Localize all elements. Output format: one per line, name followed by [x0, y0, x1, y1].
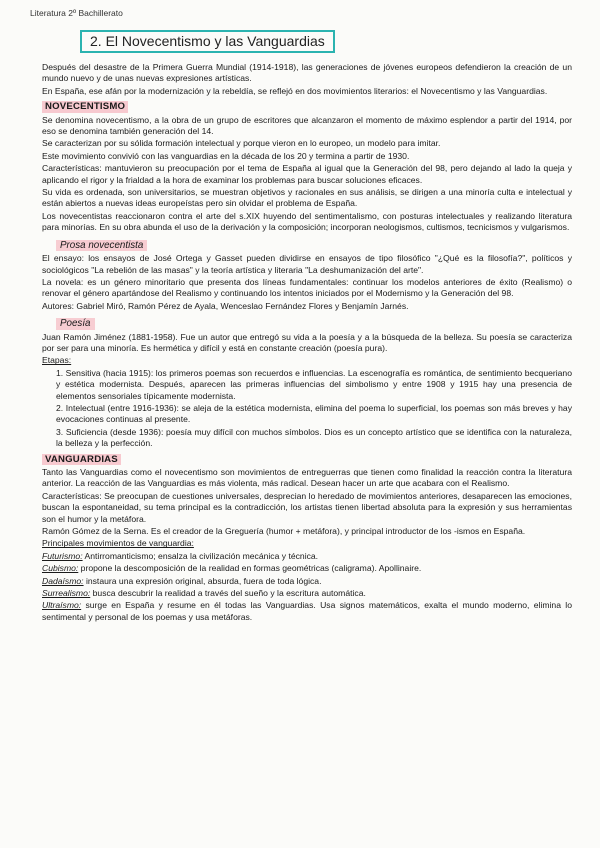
movimiento-name: Cubismo:	[42, 563, 79, 574]
movimiento-name: Surrealismo:	[42, 588, 91, 599]
etapa-text: Sensitiva (hacia 1915): los primeros poemas son recuerdos e influencias. La escenografía es romántica, de sentimiento becqueriano y estética modernista. Después, aparecen las primeras influencias del simbolismo y entre 1908 y 1915 hay una presencia de elementos sensoriales típicamente modernista.	[56, 367, 572, 401]
novecentismo-paragraph-1: Se denomina novecentismo, a la obra de un grupo de escritores que alcanzaron el momento de máximo esplendor a partir del 1914, por eso se denomina también generación del 14.	[42, 114, 572, 137]
movimiento-name: Ultraísmo:	[42, 600, 82, 611]
movimiento-text: propone la descomposición de la realidad en formas geométricas (caligrama). Apollinaire.	[78, 563, 422, 574]
movimientos-label: Principales movimientos de vanguardia:	[42, 538, 194, 549]
etapa-number: 1.	[56, 367, 64, 378]
movimiento-item	[42, 551, 572, 562]
intro-paragraph-1: Después del desastre de la Primera Guerra Mundial (1914-1918), las generaciones de jóvenes europeos defendieron la creación de un mundo nuevo y de unas nuevas expresiones artísticas.	[42, 62, 572, 84]
section-heading-novecentismo: NOVECENTISMO	[42, 101, 128, 112]
vanguardias-paragraph-3: Ramón Gómez de la Serna. Es el creador de la Greguería (humor + metáfora), y principal introductor de los -ismos en España.	[42, 526, 526, 537]
novecentismo-paragraph-3: Este movimiento convivió con las vanguardias en la década de los 20 y termina a partir de 1930.	[42, 150, 410, 161]
document-body	[42, 62, 572, 624]
etapa-text: Suficiencia (desde 1936): poesía muy difícil con muchos símbolos. Dios es un concepto artístico que se identifica con la naturaleza, la belleza y la perfección.	[56, 426, 572, 449]
movimiento-item	[42, 588, 572, 599]
etapa-item	[42, 403, 572, 426]
novecentismo-paragraph-2: Se caracterizan por su sólida formación intelectual y porque vieron en lo europeo, un modelo para imitar.	[42, 138, 441, 149]
novecentismo-paragraph-5: Su vida es ordenada, son universitarios, se muestran objetivos y racionales en sus análisis, se dirigen a una minoría culta e intelectual y están abiertos a nuevas ideas europeístas pero sin olvidar el problema de España.	[42, 187, 572, 209]
vanguardias-paragraph-2: Características: Se preocupan de cuestiones universales, desprecian lo heredado de movimientos anteriores, desaparecen las emociones, buscan la espontaneidad, su tema principal es la contradicción, los artistas tienen libertad absoluta para la expresión y sus herramientas son el humor y la metáfora.	[42, 490, 572, 524]
movimiento-item	[42, 563, 572, 574]
movimiento-text: instaura una expresión original, absurda, fuera de toda lógica.	[83, 575, 322, 586]
intro-paragraph-2: En España, ese afán por la modernización y la rebeldía, se reflejó en dos movimientos literarios: el Novecentismo y las Vanguardias.	[42, 85, 548, 96]
etapa-item	[42, 427, 572, 450]
etapa-number: 3.	[56, 426, 64, 437]
section-heading-vanguardias: VANGUARDIAS	[42, 454, 121, 465]
movimiento-text: Antirromanticismo; ensalza la civilización mecánica y técnica.	[82, 550, 319, 561]
movimiento-text: surge en España y resume en él todas las Vanguardias. Usa signos matemáticos, exalta el mundo moderno, elimina lo sentimental y personal de los poemas y usa metáforas.	[42, 600, 572, 622]
document-title: 2. El Novecentismo y las Vanguardias	[80, 30, 335, 53]
novecentismo-paragraph-6: Los novecentistas reaccionaron contra el arte del s.XIX huyendo del sentimentalismo, con posturas intelectuales y realizando literatura para minorías. En su obra abunda el uso de la derivación y la composición; incorporan neologismos, cultismos, tecnicismos y vulgarismos.	[42, 210, 572, 233]
movimiento-name: Dadaísmo:	[42, 575, 84, 586]
subsection-heading-poesia: Poesía	[56, 318, 95, 329]
movimiento-item	[42, 600, 572, 623]
movimiento-item	[42, 576, 572, 587]
novecentismo-paragraph-4: Características: mantuvieron su preocupación por el tema de España al igual que la Generación del 98, pero dejando al lado la queja y aplicando el rigor y la frialdad a la hora de examinar los problemas para buscar soluciones eficaces.	[42, 163, 572, 185]
poesia-intro: Juan Ramón Jiménez (1881-1958). Fue un autor que entregó su vida a la poesía y a la búsqueda de la belleza. Su poesía se caracteriza por ser para una minoría. Es hermética y difícil y está en constante creación (poesía pura).	[42, 331, 572, 353]
prosa-paragraph-novela: La novela: es un género minoritario que presenta dos líneas fundamentales: continuar los modelos anteriores de éxito (Realismo) o renovar el género apartándose del Realismo y continuando los intentos iniciados por el Modernismo y la Generación del 98.	[42, 276, 572, 299]
prosa-paragraph-ensayo: El ensayo: los ensayos de José Ortega y Gasset pueden dividirse en ensayos de tipo filosófico "¿Qué es la filosofía?", políticos y sociológicos "La rebelión de las masas" y la teoría artística y literaria "La deshumanización del arte".	[42, 253, 572, 275]
movimiento-name: Futurismo:	[42, 550, 83, 561]
etapas-label: Etapas:	[42, 355, 72, 366]
etapa-number: 2.	[56, 402, 64, 413]
vanguardias-paragraph-1: Tanto las Vanguardias como el novecentismo son movimientos de entreguerras que tienen como finalidad la reacción contra la literatura anterior. La reacción de las Vanguardias es más violenta, más radical. Desean hacer un arte que acabara con el Realismo.	[42, 467, 572, 489]
etapa-text: Intelectual (entre 1916-1936): se aleja de la estética modernista, elimina del poema lo superficial, los poemas son más breves y hay evocaciones continuas al presente.	[56, 402, 572, 425]
subsection-heading-prosa: Prosa novecentista	[56, 240, 147, 251]
movimiento-text: busca descubrir la realidad a través del sueño y la escritura automática.	[90, 588, 366, 599]
document-header: Literatura 2º Bachillerato	[30, 8, 123, 18]
etapa-item	[42, 368, 572, 402]
prosa-paragraph-autores: Autores: Gabriel Miró, Ramón Pérez de Ayala, Wenceslao Fernández Flores y Benjamín Jarnés.	[42, 300, 409, 311]
